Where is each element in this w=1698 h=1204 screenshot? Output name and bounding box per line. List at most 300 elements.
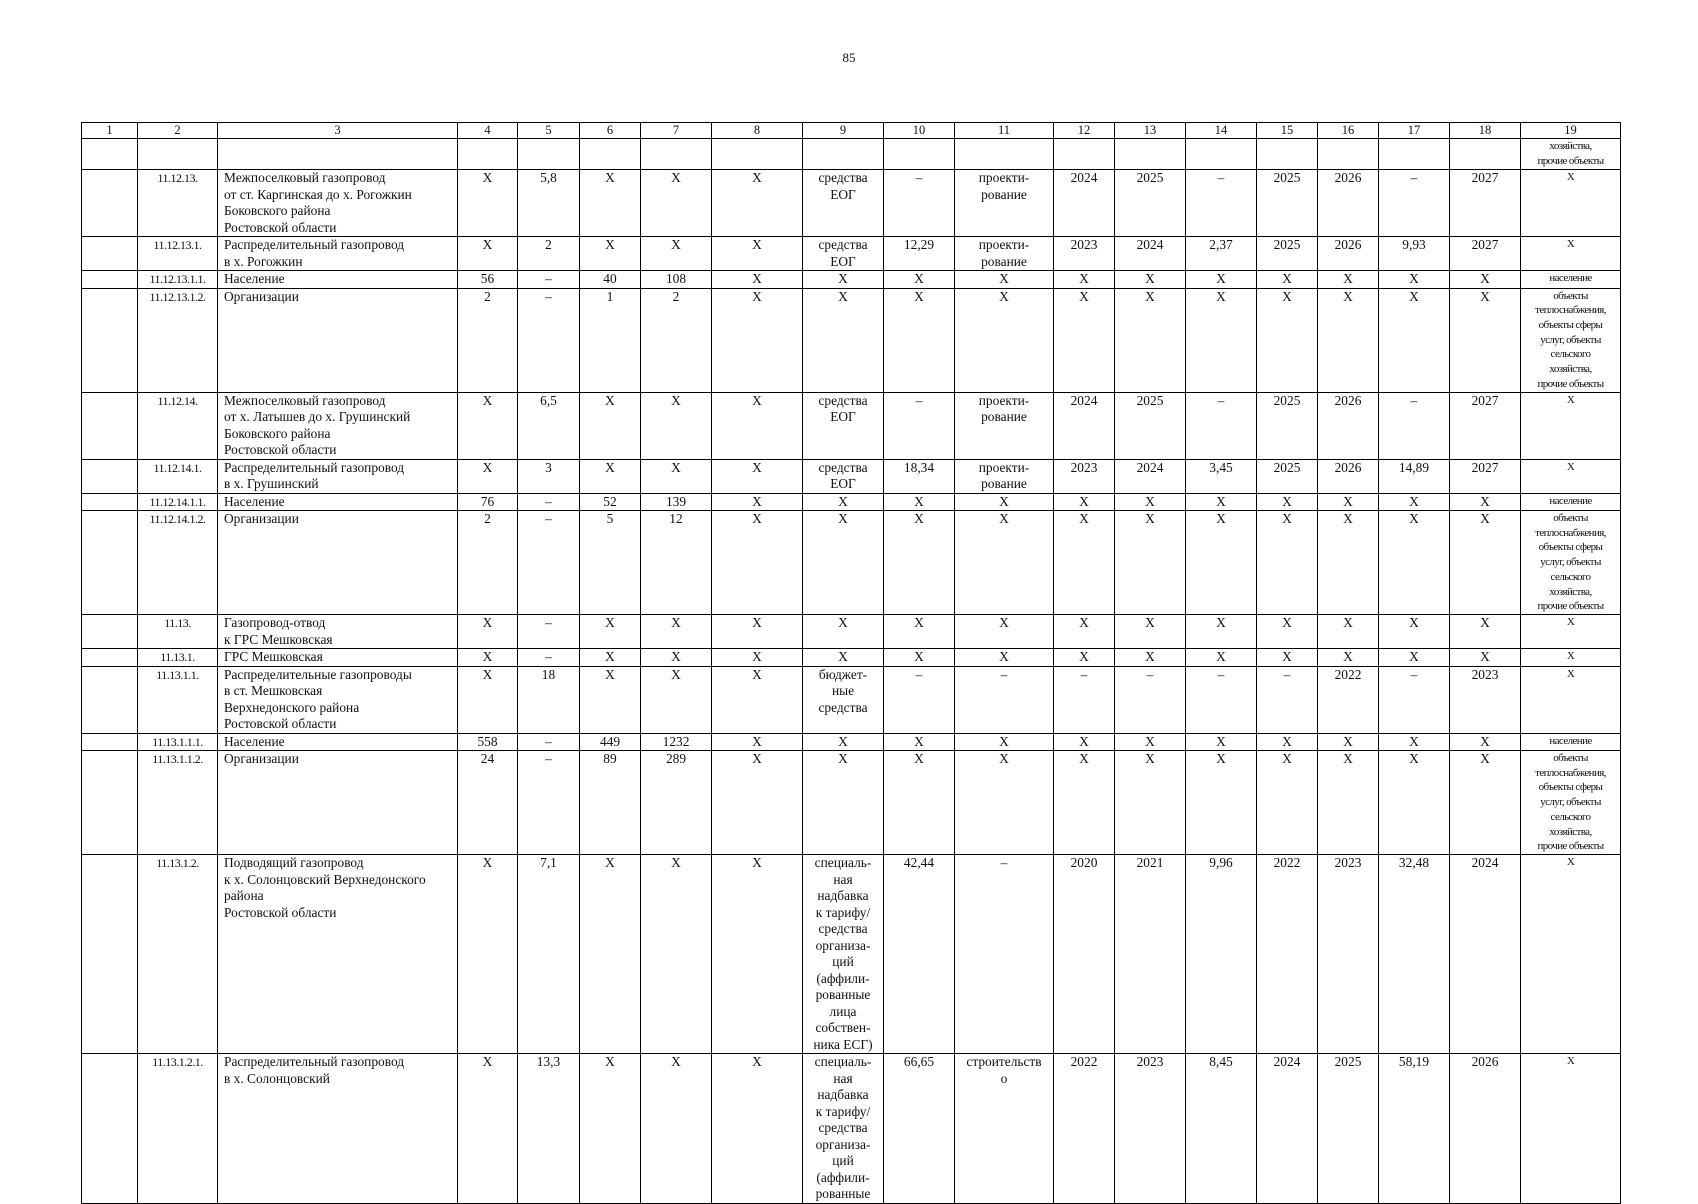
table-cell: Х <box>1450 649 1521 667</box>
table-cell: 2024 <box>1450 855 1521 1054</box>
table-cell: 3,45 <box>1186 459 1257 493</box>
table-row <box>82 493 1621 511</box>
row-purpose-cell: Х <box>1521 392 1621 459</box>
table-cell: Х <box>1450 511 1521 615</box>
table-cell <box>1115 139 1186 170</box>
table-cell: Х <box>1450 493 1521 511</box>
table-cell: Х <box>712 855 803 1054</box>
table-cell: Х <box>1054 751 1115 855</box>
table-cell <box>82 1054 138 1204</box>
table-cell: Х <box>580 170 641 237</box>
table-cell: 2020 <box>1054 855 1115 1054</box>
table-cell: Х <box>1186 511 1257 615</box>
table-cell: Х <box>1379 493 1450 511</box>
column-header-12: 12 <box>1054 123 1115 139</box>
table-cell: Х <box>1186 493 1257 511</box>
table-cell: Х <box>1186 649 1257 667</box>
table-cell: 2 <box>458 288 518 392</box>
table-cell: 108 <box>641 271 712 289</box>
table-cell: Х <box>1115 751 1186 855</box>
column-header-18: 18 <box>1450 123 1521 139</box>
column-header-13: 13 <box>1115 123 1186 139</box>
table-cell: средства ЕОГ <box>803 392 884 459</box>
table-row <box>82 237 1621 271</box>
column-header-19: 19 <box>1521 123 1621 139</box>
table-cell: Х <box>1450 271 1521 289</box>
table-cell: средства ЕОГ <box>803 170 884 237</box>
column-header-11: 11 <box>955 123 1054 139</box>
column-header-6: 6 <box>580 123 641 139</box>
table-cell: Х <box>803 615 884 649</box>
table-cell: 6,5 <box>518 392 580 459</box>
table-cell: – <box>518 511 580 615</box>
table-cell: 2024 <box>1115 459 1186 493</box>
table-cell: Х <box>458 666 518 733</box>
row-code-cell: 11.13.1.2.1. <box>138 1054 218 1204</box>
table-cell: Х <box>641 666 712 733</box>
table-cell: Х <box>580 649 641 667</box>
row-purpose-cell: Х <box>1521 615 1621 649</box>
table-cell: Х <box>458 237 518 271</box>
table-cell: Х <box>641 855 712 1054</box>
table-row <box>82 649 1621 667</box>
row-code-cell: 11.13.1.1. <box>138 666 218 733</box>
row-code-cell <box>138 139 218 170</box>
table-cell: 2024 <box>1054 392 1115 459</box>
table-cell: Х <box>1450 751 1521 855</box>
table-cell: 76 <box>458 493 518 511</box>
table-cell: Х <box>1379 649 1450 667</box>
table-row <box>82 1054 1621 1204</box>
table-cell <box>82 751 138 855</box>
table-cell: – <box>518 271 580 289</box>
table-cell: Х <box>712 511 803 615</box>
row-purpose-cell: Х <box>1521 459 1621 493</box>
table-cell: 24 <box>458 751 518 855</box>
table-cell: 32,48 <box>1379 855 1450 1054</box>
table-cell: 18 <box>518 666 580 733</box>
table-cell: Х <box>580 615 641 649</box>
table-cell <box>1257 139 1318 170</box>
table-cell <box>803 139 884 170</box>
table-cell: Х <box>1115 649 1186 667</box>
row-code-cell: 11.12.13. <box>138 170 218 237</box>
table-cell: – <box>1186 392 1257 459</box>
table-cell: – <box>1379 392 1450 459</box>
table-cell: 2025 <box>1257 237 1318 271</box>
table-cell: Х <box>458 170 518 237</box>
table-cell: Х <box>955 615 1054 649</box>
table-cell: 8,45 <box>1186 1054 1257 1204</box>
table-cell: 2021 <box>1115 855 1186 1054</box>
table-cell: 289 <box>641 751 712 855</box>
column-header-2: 2 <box>138 123 218 139</box>
table-cell: 13,3 <box>518 1054 580 1204</box>
table-cell: Х <box>955 288 1054 392</box>
table-cell: Х <box>712 237 803 271</box>
table-cell: 2 <box>518 237 580 271</box>
table-cell: Х <box>1257 615 1318 649</box>
table-cell: 2026 <box>1318 170 1379 237</box>
table-cell: – <box>955 666 1054 733</box>
table-row <box>82 733 1621 751</box>
table-cell: средства ЕОГ <box>803 459 884 493</box>
table-cell: – <box>518 733 580 751</box>
table-cell: 2025 <box>1257 170 1318 237</box>
row-purpose-cell: Х <box>1521 855 1621 1054</box>
table-cell: Х <box>1186 733 1257 751</box>
table-cell: – <box>955 855 1054 1054</box>
table-cell: 2023 <box>1054 459 1115 493</box>
table-cell <box>82 170 138 237</box>
table-cell: – <box>1186 170 1257 237</box>
table-cell: 66,65 <box>884 1054 955 1204</box>
table-row <box>82 288 1621 392</box>
row-purpose-cell: население <box>1521 733 1621 751</box>
table-cell: Х <box>803 751 884 855</box>
page-number: 85 <box>842 50 856 65</box>
row-name-cell: Распределительный газопровод в х. Грушинский <box>218 459 458 493</box>
table-cell <box>82 237 138 271</box>
table-cell: 2026 <box>1450 1054 1521 1204</box>
table-cell: 2022 <box>1318 666 1379 733</box>
table-cell: Х <box>1379 288 1450 392</box>
table-cell: 3 <box>518 459 580 493</box>
table-cell: Х <box>803 733 884 751</box>
table-cell: Х <box>641 459 712 493</box>
row-purpose-cell: Х <box>1521 649 1621 667</box>
table-cell <box>1186 139 1257 170</box>
table-row <box>82 170 1621 237</box>
table-cell <box>1379 139 1450 170</box>
table-cell: Х <box>955 511 1054 615</box>
row-purpose-cell: объекты теплоснабжения, объекты сферы услуг, объекты сельского хозяйства, прочие объекты <box>1521 751 1621 855</box>
table-cell: Х <box>1450 615 1521 649</box>
column-header-17: 17 <box>1379 123 1450 139</box>
table-cell: Х <box>1186 751 1257 855</box>
table-cell: 2027 <box>1450 392 1521 459</box>
row-name-cell: Газопровод-отвод к ГРС Мешковская <box>218 615 458 649</box>
table-cell: 2023 <box>1450 666 1521 733</box>
table-cell <box>1318 139 1379 170</box>
table-row <box>82 392 1621 459</box>
table-cell: Х <box>641 392 712 459</box>
table-cell: Х <box>884 751 955 855</box>
table-cell: Х <box>1379 733 1450 751</box>
table-cell: 12,29 <box>884 237 955 271</box>
row-purpose-cell: население <box>1521 271 1621 289</box>
table-cell: Х <box>712 392 803 459</box>
table-cell: Х <box>1054 511 1115 615</box>
table-cell: 558 <box>458 733 518 751</box>
table-cell: Х <box>712 459 803 493</box>
table-cell: проекти- рование <box>955 392 1054 459</box>
table-cell: 42,44 <box>884 855 955 1054</box>
table-cell: 9,96 <box>1186 855 1257 1054</box>
table-cell: 40 <box>580 271 641 289</box>
table-cell: проекти- рование <box>955 237 1054 271</box>
table-cell: Х <box>1186 271 1257 289</box>
table-cell: 2023 <box>1318 855 1379 1054</box>
table-cell: 2 <box>458 511 518 615</box>
table-cell: 2026 <box>1318 237 1379 271</box>
table-cell <box>82 649 138 667</box>
table-cell: 449 <box>580 733 641 751</box>
row-code-cell: 11.12.14.1.1. <box>138 493 218 511</box>
table-cell: Х <box>1186 288 1257 392</box>
table-cell: Х <box>1318 649 1379 667</box>
table-row <box>82 139 1621 170</box>
table-row <box>82 751 1621 855</box>
table-cell <box>82 855 138 1054</box>
table-cell: Х <box>712 666 803 733</box>
table-cell: Х <box>1318 751 1379 855</box>
table-cell <box>82 459 138 493</box>
table-cell: бюджет- ные средства <box>803 666 884 733</box>
column-header-9: 9 <box>803 123 884 139</box>
table-cell <box>82 511 138 615</box>
column-header-14: 14 <box>1186 123 1257 139</box>
row-code-cell: 11.13.1.1.1. <box>138 733 218 751</box>
row-code-cell: 11.13. <box>138 615 218 649</box>
table-cell: 2027 <box>1450 170 1521 237</box>
table-cell: Х <box>1054 493 1115 511</box>
table-cell: Х <box>803 493 884 511</box>
table-cell: Х <box>803 271 884 289</box>
table-cell: – <box>1257 666 1318 733</box>
table-cell: Х <box>1379 511 1450 615</box>
table-cell: 2026 <box>1318 459 1379 493</box>
table-cell: Х <box>641 1054 712 1204</box>
table-cell: 2024 <box>1115 237 1186 271</box>
table-cell: Х <box>884 733 955 751</box>
table-cell: Х <box>884 493 955 511</box>
table-cell: Х <box>712 271 803 289</box>
table-cell: Х <box>1115 288 1186 392</box>
table-cell <box>82 392 138 459</box>
table-cell: проекти- рование <box>955 459 1054 493</box>
table-cell: 2022 <box>1054 1054 1115 1204</box>
table-cell: проекти- рование <box>955 170 1054 237</box>
table-cell: 2025 <box>1257 459 1318 493</box>
table-cell: Х <box>580 855 641 1054</box>
table-cell: Х <box>1115 493 1186 511</box>
table-cell: Х <box>1379 271 1450 289</box>
table-cell: 2025 <box>1115 392 1186 459</box>
table-cell: Х <box>803 288 884 392</box>
table-cell: Х <box>641 649 712 667</box>
row-name-cell: ГРС Мешковская <box>218 649 458 667</box>
table-cell: Х <box>884 288 955 392</box>
table-cell: Х <box>458 392 518 459</box>
table-cell: Х <box>1450 288 1521 392</box>
row-code-cell: 11.12.14.1. <box>138 459 218 493</box>
table-cell: Х <box>1257 751 1318 855</box>
table-cell <box>712 139 803 170</box>
column-header-10: 10 <box>884 123 955 139</box>
table-cell: – <box>518 288 580 392</box>
row-purpose-cell: Х <box>1521 170 1621 237</box>
table-cell: Х <box>1379 615 1450 649</box>
table-cell: 12 <box>641 511 712 615</box>
table-cell: Х <box>580 1054 641 1204</box>
table-cell: Х <box>580 459 641 493</box>
table-cell: Х <box>1257 271 1318 289</box>
table-cell: Х <box>1054 733 1115 751</box>
table-cell: Х <box>1318 511 1379 615</box>
row-code-cell: 11.12.13.1.1. <box>138 271 218 289</box>
table-cell: 2025 <box>1257 392 1318 459</box>
column-header-3: 3 <box>218 123 458 139</box>
row-name-cell: Межпоселковый газопровод от ст. Каргинская до х. Рогожкин Боковского района Ростовской области <box>218 170 458 237</box>
row-name-cell: Распределительные газопроводы в ст. Мешковская Верхнедонского района Ростовской области <box>218 666 458 733</box>
row-name-cell: Распределительный газопровод в х. Солонцовский <box>218 1054 458 1204</box>
table-cell: 5 <box>580 511 641 615</box>
table-cell: Х <box>1450 733 1521 751</box>
table-cell: Х <box>1257 493 1318 511</box>
table-cell: Х <box>641 615 712 649</box>
table-cell: Х <box>955 493 1054 511</box>
row-code-cell: 11.13.1. <box>138 649 218 667</box>
table-cell: Х <box>1054 615 1115 649</box>
row-purpose-cell: Х <box>1521 1054 1621 1204</box>
table-cell: Х <box>712 615 803 649</box>
table-cell: – <box>884 392 955 459</box>
table-cell: 2024 <box>1054 170 1115 237</box>
table-cell: – <box>884 666 955 733</box>
table-cell: Х <box>458 615 518 649</box>
table-cell: Х <box>1257 733 1318 751</box>
table-cell: 2027 <box>1450 237 1521 271</box>
table-cell: Х <box>1054 649 1115 667</box>
column-header-8: 8 <box>712 123 803 139</box>
table-cell <box>518 139 580 170</box>
table-cell <box>1450 139 1521 170</box>
table-cell: Х <box>1054 288 1115 392</box>
table-cell: Х <box>1115 733 1186 751</box>
row-code-cell: 11.13.1.1.2. <box>138 751 218 855</box>
table-cell: Х <box>1257 288 1318 392</box>
table-cell <box>82 615 138 649</box>
table-cell: Х <box>1379 751 1450 855</box>
table-cell: Х <box>712 288 803 392</box>
table-cell: Х <box>712 170 803 237</box>
column-header-16: 16 <box>1318 123 1379 139</box>
table-cell: 14,89 <box>1379 459 1450 493</box>
table-cell: Х <box>1318 288 1379 392</box>
table-cell: 2027 <box>1450 459 1521 493</box>
table-row <box>82 271 1621 289</box>
table-cell: Х <box>458 459 518 493</box>
row-purpose-cell: население <box>1521 493 1621 511</box>
table-row <box>82 511 1621 615</box>
table-cell: Х <box>1318 493 1379 511</box>
table-cell: Х <box>1186 615 1257 649</box>
table-cell: 9,93 <box>1379 237 1450 271</box>
row-name-cell: Население <box>218 733 458 751</box>
table-cell: – <box>884 170 955 237</box>
data-table <box>81 122 1621 1204</box>
table-cell: – <box>1379 170 1450 237</box>
table-row <box>82 855 1621 1054</box>
table-cell: 18,34 <box>884 459 955 493</box>
row-code-cell: 11.12.13.1.2. <box>138 288 218 392</box>
row-name-cell: Подводящий газопровод к х. Солонцовский Верхнедонского района Ростовской области <box>218 855 458 1054</box>
table-cell: Х <box>955 751 1054 855</box>
table-cell: Х <box>580 237 641 271</box>
table-cell: строительств о <box>955 1054 1054 1204</box>
table-cell: Х <box>884 649 955 667</box>
table-cell: Х <box>1115 511 1186 615</box>
table-cell: Х <box>1318 615 1379 649</box>
table-cell: 58,19 <box>1379 1054 1450 1204</box>
row-name-cell: Организации <box>218 751 458 855</box>
table-cell <box>82 493 138 511</box>
table-cell: 52 <box>580 493 641 511</box>
row-code-cell: 11.13.1.2. <box>138 855 218 1054</box>
table-cell: 89 <box>580 751 641 855</box>
row-purpose-cell: хозяйства, прочие объекты <box>1521 139 1621 170</box>
table-cell: 5,8 <box>518 170 580 237</box>
table-cell <box>458 139 518 170</box>
table-cell: Х <box>458 855 518 1054</box>
column-header-5: 5 <box>518 123 580 139</box>
table-cell: 139 <box>641 493 712 511</box>
table-cell: Х <box>1257 511 1318 615</box>
table-cell: 1 <box>580 288 641 392</box>
table-cell: Х <box>641 237 712 271</box>
table-cell: – <box>1186 666 1257 733</box>
table-cell: Х <box>712 751 803 855</box>
table-cell: Х <box>1054 271 1115 289</box>
row-purpose-cell: Х <box>1521 237 1621 271</box>
table-cell: Х <box>1318 271 1379 289</box>
table-cell: 2026 <box>1318 392 1379 459</box>
header-row <box>82 123 1621 139</box>
table-cell: Х <box>955 733 1054 751</box>
table-cell <box>82 288 138 392</box>
table-cell: 2,37 <box>1186 237 1257 271</box>
table-cell: – <box>518 615 580 649</box>
row-name-cell: Организации <box>218 288 458 392</box>
table-cell: 1232 <box>641 733 712 751</box>
table-cell: Х <box>1115 615 1186 649</box>
table-cell: Х <box>884 271 955 289</box>
row-name-cell: Межпоселковый газопровод от х. Латышев до х. Грушинский Боковского района Ростовской области <box>218 392 458 459</box>
table-cell: – <box>1379 666 1450 733</box>
row-name-cell: Население <box>218 271 458 289</box>
table-cell: Х <box>712 649 803 667</box>
column-header-1: 1 <box>82 123 138 139</box>
row-purpose-cell: объекты теплоснабжения, объекты сферы услуг, объекты сельского хозяйства, прочие объекты <box>1521 511 1621 615</box>
table-cell <box>580 139 641 170</box>
table-cell: 2023 <box>1054 237 1115 271</box>
row-code-cell: 11.12.13.1. <box>138 237 218 271</box>
table-cell: 56 <box>458 271 518 289</box>
table-cell: специаль- ная надбавка к тарифу/ средства организа- ций (аффили- рованные лица собствен- ника ЕСГ) <box>803 855 884 1054</box>
table-cell: Х <box>955 271 1054 289</box>
table-cell <box>82 733 138 751</box>
table-cell: 2022 <box>1257 855 1318 1054</box>
table-cell <box>82 666 138 733</box>
row-name-cell: Население <box>218 493 458 511</box>
row-name-cell <box>218 139 458 170</box>
table-cell: Х <box>955 649 1054 667</box>
table-cell <box>884 139 955 170</box>
table-cell: Х <box>458 1054 518 1204</box>
row-code-cell: 11.12.14.1.2. <box>138 511 218 615</box>
table-cell: 2025 <box>1115 170 1186 237</box>
